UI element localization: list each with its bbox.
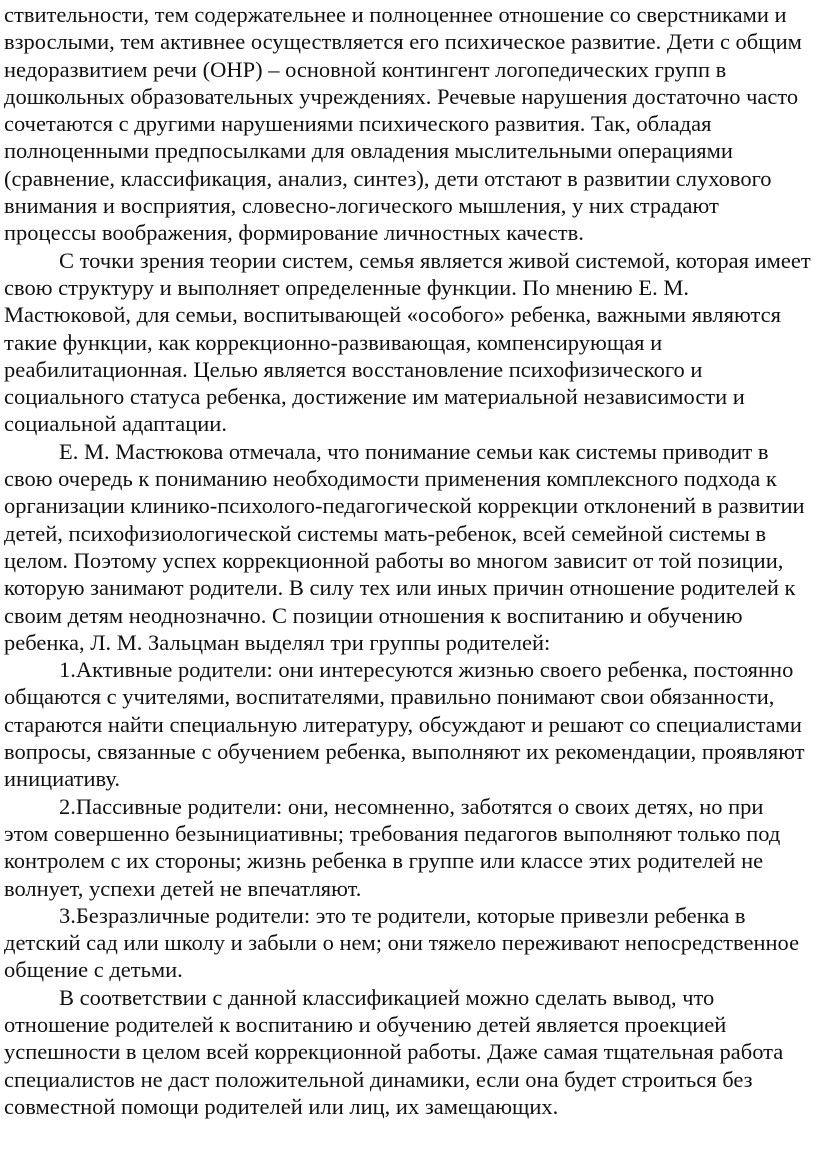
list-item-active-parents: 1.Активные родители: они интересуются жизнью своего ребенка, постоянно общаются с учителями, воспитателями, правильно понимают свои обязанности, стараются найти специальную литературу, обсуждают и решают со специалистами вопросы, связанные с обучением ребенка, выполняют их рекомендации, проявляют инициативу. xyxy=(4,657,805,792)
paragraph-continuation: ствительности, тем содержательнее и полноценнее отношение со сверстниками и взрослыми, тем активнее осуществляется его психическое развитие. Дети с общим недоразвитием речи (ОНР) – основной контингент логопедических групп в дошкольных образовательных учреждениях. Речевые нарушения достаточно часто сочетаются с другими нарушениями психического развития. Так, обладая полноценными предпосылками для овладения мыслительными операциями (сравнение, классификация, анализ, синтез), дети отстают в развитии слухового внимания и восприятия, словесно-логического мышления, у них страдают процессы воображения, формирование личностных качеств. xyxy=(4,2,802,246)
list-item-indifferent-parents: 3.Безразличные родители: это те родители, которые привезли ребенка в детский сад или школу и забыли о нем; они тяжело переживают непосредственное общение с детьми. xyxy=(4,902,800,983)
paragraph-family-system: С точки зрения теории систем, семья является живой системой, которая имеет свою структуру и выполняет определенные функции. По мнению Е. М. Мастюковой, для семьи, воспитывающей «особого» ребенка, важными являются такие функции, как коррекционно-развивающая, компенсирующая и реабилитационная. Целью является восстановление психофизического и социального статуса ребенка, достижение им материальной независимости и социальной адаптации. xyxy=(4,247,811,437)
list-item-passive-parents: 2.Пассивные родители: они, несомненно, заботятся о своих детях, но при этом совершенно безынициативны; требования педагогов выполняют только под контролем с их стороны; жизнь ребенка в группе или классе этих родителей не волнует, успехи детей не впечатляют. xyxy=(4,793,781,901)
paragraph-mastyukova: Е. М. Мастюкова отмечала, что понимание семьи как системы приводит в свою очередь к пониманию необходимости применения комплексного подхода к организации клинико-психолого-педагогической коррекции отклонений в развитии детей, психофизиологической системы мать-ребенок, всей семейной системы в целом. Поэтому успех коррекционной работы во многом зависит от той позиции, которую занимают родители. В силу тех или иных причин отношение родителей к своим детям неоднозначно. С позиции отношения к воспитанию и обучению ребенка, Л. М. Зальцман выделял три группы родителей: xyxy=(4,438,805,655)
paragraph-conclusion: В соответствии с данной классификацией можно сделать вывод, что отношение родителей к воспитанию и обучению детей является проекцией успешности в целом всей коррекционной работы. Даже самая тщательная работа специалистов не даст положительной динамики, если она будет строиться без совместной помощи родителей или лиц, их замещающих. xyxy=(4,984,784,1119)
